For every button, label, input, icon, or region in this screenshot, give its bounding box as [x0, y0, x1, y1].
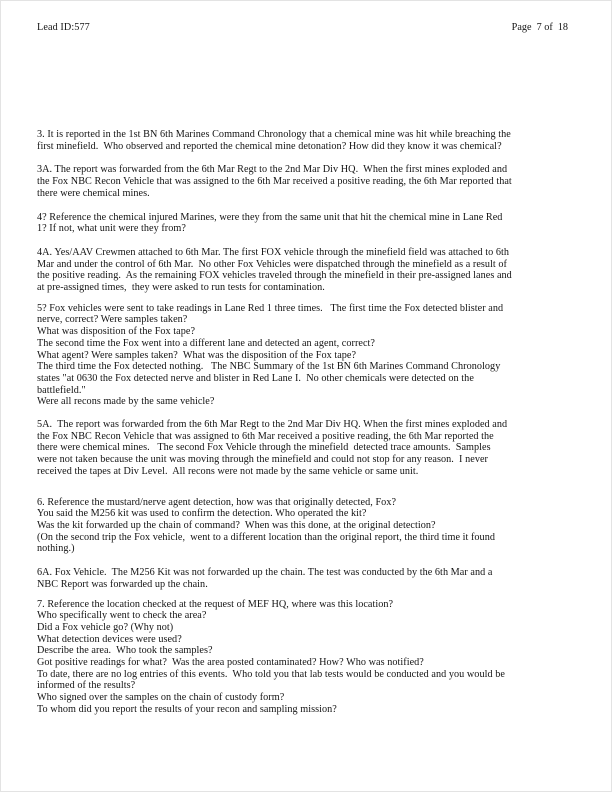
text-line: the Fox NBC Recon Vehicle that was assigned to the 6th Mar received a positive reading, the 6th Mar reported that	[37, 176, 512, 188]
page-of-label: of	[544, 22, 553, 33]
text-line: Who specifically went to check the area?	[37, 610, 207, 622]
text-line: (On the second trip the Fox vehicle, went to a different location than the original report, the third time it found	[37, 531, 495, 543]
text-line: 4? Reference the chemical injured Marines, were they from the same unit that hit the chemical mine in Lane Red	[37, 211, 503, 223]
paragraph-answer-5A	[37, 419, 582, 478]
text-line: What was disposition of the Fox tape?	[37, 326, 196, 338]
text-line: first minefield. Who observed and reported the chemical mine detonation? How did they know it was chemical?	[37, 140, 502, 152]
text-line: were not taken because the unit was moving through the minefield and could not stop for any reason. I never	[37, 454, 488, 466]
text-line: nerve, correct? Were samples taken?	[37, 314, 188, 326]
text-line: Mar and under the control of 6th Mar. No other Fox Vehicles were dispatched through the minefield as a result of	[37, 258, 507, 270]
text-line: What agent? Were samples taken? What was the disposition of the Fox tape?	[37, 349, 357, 361]
page-header	[37, 22, 568, 33]
paragraph-question-3	[37, 129, 582, 152]
text-line: NBC Report was forwarded up the chain.	[37, 578, 208, 590]
text-line: battlefield."	[37, 384, 86, 396]
text-line: Describe the area. Who took the samples?	[37, 645, 213, 657]
paragraph-question-7	[37, 599, 582, 716]
text-line: there were chemical mines. The second Fox Vehicle through the minefield detected trace amounts. Samples	[37, 442, 491, 454]
text-line: the positive reading. As the remaining FOX vehicles traveled through the minefield in their pre-assigned lanes and	[37, 270, 512, 282]
text-line: Did a Fox vehicle go? (Why not)	[37, 621, 174, 633]
text-line: 5? Fox vehicles were sent to take readings in Lane Red 1 three times. The first time the Fox detected blister and	[37, 302, 504, 314]
text-line: 4A. Yes/AAV Crewmen attached to 6th Mar. The first FOX vehicle through the minefield field was attached to 6th	[37, 246, 510, 258]
text-line: Got positive readings for what? Was the area posted contaminated? How? Who was notified?	[37, 657, 424, 669]
text-line: 6A. Fox Vehicle. The M256 Kit was not forwarded up the chain. The test was conducted by the 6th Mar and a	[37, 567, 493, 579]
text-line: there were chemical mines.	[37, 187, 150, 199]
text-line: Was the kit forwarded up the chain of command? When was this done, at the original detection?	[37, 519, 436, 531]
text-line: To date, there are no log entries of this events. Who told you that lab tests would be conducted and you would be	[37, 668, 505, 680]
text-line: nothing.)	[37, 543, 75, 555]
text-line: Were all recons made by the same vehicle?	[37, 396, 215, 408]
text-line: at pre-assigned times, they were asked to run tests for contamination.	[37, 282, 325, 294]
text-line: The third time the Fox detected nothing. The NBC Summary of the 1st BN 6th Marines Command Chronology	[37, 361, 501, 373]
text-line: 5A. The report was forwarded from the 6th Mar Regt to the 2nd Mar Div HQ. When the first mines exploded and	[37, 419, 508, 431]
text-line: received the tapes at Div Level. All recons were not made by the same vehicle or same unit.	[37, 465, 419, 477]
text-line: 6. Reference the mustard/nerve agent detection, how was that originally detected, Fox?	[37, 496, 397, 508]
text-line: 3. It is reported in the 1st BN 6th Marines Command Chronology that a chemical mine was hit while breaching the	[37, 129, 511, 140]
text-line: 7. Reference the location checked at the request of MEF HQ, where was this location?	[37, 598, 394, 610]
document-body	[37, 129, 582, 728]
text-line: states "at 0630 the Fox detected nerve and blister in Red Lane I. No other chemicals were detected on the	[37, 372, 474, 384]
page-number-indicator	[512, 22, 568, 33]
text-line: informed of the results?	[37, 680, 136, 692]
lead-id-label: Lead ID:577	[37, 22, 90, 33]
paragraph-answer-3A	[37, 164, 582, 199]
page-current: 7	[536, 22, 542, 33]
text-line: What detection devices were used?	[37, 633, 182, 645]
text-line: Who signed over the samples on the chain of custody form?	[37, 692, 285, 704]
page-label: Page	[511, 22, 532, 33]
paragraph-answer-6A	[37, 567, 582, 590]
paragraph-question-6	[37, 497, 582, 556]
text-line: 1? If not, what unit were they from?	[37, 223, 186, 235]
paragraph-answer-4A	[37, 247, 582, 294]
text-line: To whom did you report the results of your recon and sampling mission?	[37, 703, 337, 715]
paragraph-question-5	[37, 303, 582, 408]
text-line: the Fox NBC Recon Vehicle that was assigned to 6th Mar received a positive reading, the 6th Mar reported the	[37, 430, 494, 442]
text-line: 3A. The report was forwarded from the 6th Mar Regt to the 2nd Mar Div HQ. When the first mines exploded and	[37, 164, 508, 176]
text-line: You said the M256 kit was used to confirm the detection. Who operated the kit?	[37, 508, 367, 520]
text-line: The second time the Fox went into a different lane and detected an agent, correct?	[37, 337, 375, 349]
page-total: 18	[557, 22, 568, 33]
paragraph-question-4	[37, 212, 582, 235]
